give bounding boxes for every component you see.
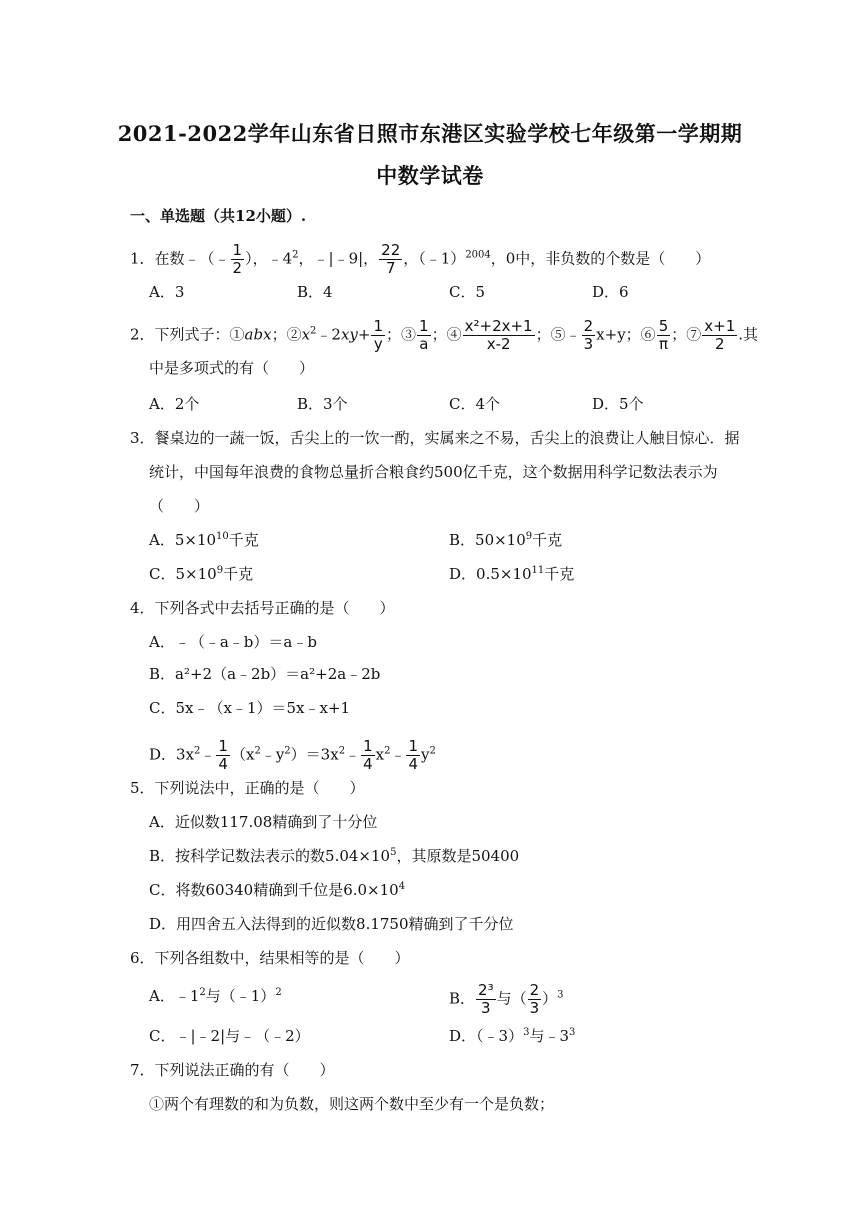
question-6: 6．下列各组数中，结果相等的是（ ） (130, 949, 410, 967)
question-3-line2: 统计，中国每年浪费的食物总量折合粮食约500亿千克，这个数据用科学记数法表示为 (149, 463, 718, 481)
fraction: $\frac{2}{3}$ (583, 317, 594, 353)
q2-option-c: C．4个 (449, 395, 501, 413)
q1-option-d: D．6 (592, 283, 629, 301)
exam-title-line2: 中数学试卷 (376, 163, 484, 188)
q2-option-a: A．2个 (149, 395, 200, 413)
q5-option-d: D．用四舍五入法得到的近似数8.1750精确到了千分位 (149, 915, 514, 933)
q2-option-d: D．5个 (592, 395, 644, 413)
question-2-line2: 中是多项式的有（ ） (149, 359, 315, 377)
fraction: $\frac{\text{x²+2x+1}}{x-2}$ (464, 317, 533, 353)
q5-option-a: A．近似数117.08精确到了十分位 (149, 813, 378, 831)
fraction: $\frac{1}{2}$ (232, 241, 243, 277)
q3-option-c: C．$5\times 10^9$千克 (149, 565, 254, 583)
question-4: 4．下列各式中去括号正确的是（ ） (130, 599, 395, 617)
fraction: $\frac{5}{\pi}$ (658, 317, 669, 353)
q6-option-a: A．$﹣1^2$与（﹣1）$^2$ (149, 987, 282, 1005)
exam-title-line1: 2021-2022学年山东省日照市东港区实验学校七年级第一学期期 (117, 121, 743, 146)
q6-option-c: C．﹣|﹣2|与﹣（﹣2） (149, 1027, 310, 1045)
fraction: $\frac{1}{y}$ (373, 317, 384, 353)
question-3-line3: （ ） (149, 497, 210, 515)
question-2: 2．下列式子：①abx；$②x^2﹣2xy+$ $\frac{1}{y}$ ；③ $\frac{1}{a}$ ；④ $\frac{\text{x²+2x+1}}{x-2}$ ；⑤﹣ $\frac{2}{3}$ x+y；⑥ $\frac{5}{\pi}$ ；⑦ $\frac{x+1}{2}$ .其 (130, 317, 759, 353)
fraction: $\frac{2}{3}$ (529, 981, 540, 1017)
question-1: 1．在数﹣（﹣ $\frac{1}{2}$ ），$﹣4^2$，﹣|﹣9|， $\frac{22}{7}$ ，（﹣1）$^{2004}$，0中，非负数的个数是（ ） (130, 241, 711, 277)
question-7-statement-1: ①两个有理数的和为负数，则这两个数中至少有一个是负数； (149, 1095, 555, 1113)
q1-option-b: B．4 (297, 283, 333, 301)
q3-option-a: A．$5\times 10^{10}$千克 (149, 531, 259, 549)
fraction: $\frac{22}{7}$ (381, 241, 401, 277)
q2-option-b: B．3个 (297, 395, 348, 413)
fraction: $\frac{1}{4}$ (363, 737, 373, 773)
q3-option-b: B．$50\times 10^9$千克 (449, 531, 563, 549)
question-3-line1: 3．餐桌边的一蔬一饭，舌尖上的一饮一酌，实属来之不易，舌尖上的浪费让人触目惊心．据 (130, 429, 740, 447)
fraction: $\frac{\text{2³}}{3}$ (478, 981, 494, 1017)
q4-option-c: C．5x﹣（x﹣1）＝5x﹣x+1 (149, 699, 351, 717)
q4-option-a: A．﹣（﹣a﹣b）＝a﹣b (149, 633, 317, 651)
q4-option-d: D．$3x^2﹣$ $\frac{1}{4}$ $(x^2﹣y^2)=3x^2﹣$ $\frac{1}{4}$ $x^2﹣$ $\frac{1}{4}$ $y^2$ (149, 737, 436, 773)
question-7: 7．下列说法正确的有（ ） (130, 1061, 335, 1079)
q1-option-c: C．5 (449, 283, 486, 301)
fraction: $\frac{x+1}{2}$ (704, 317, 736, 353)
fraction: $\frac{1}{4}$ (218, 737, 228, 773)
q5-option-b: B．按科学记数法表示的数$5.04\times 10^5$，其原数是50400 (149, 847, 520, 865)
q6-option-d: D．（﹣3）$^3$与$﹣3^3$ (449, 1027, 576, 1045)
q1-option-a: A．3 (149, 283, 185, 301)
q6-option-b: B． $\frac{\text{2³}}{3}$ 与（ $\frac{2}{3}$ ）$^3$ (449, 981, 564, 1017)
fraction: $\frac{1}{4}$ (408, 737, 419, 773)
fraction: $\frac{1}{a}$ (419, 317, 429, 353)
q5-option-c: C．将数60340精确到千位是$6.0\times 10^4$ (149, 881, 406, 899)
q3-option-d: D．$0.5\times 10^{11}$千克 (449, 565, 575, 583)
section-heading: 一、单选题（共12小题）. (130, 207, 307, 225)
q4-option-b: B．a²+2（a﹣2b）＝a²+2a﹣2b (149, 665, 381, 683)
question-5: 5．下列说法中，正确的是（ ） (130, 779, 365, 797)
